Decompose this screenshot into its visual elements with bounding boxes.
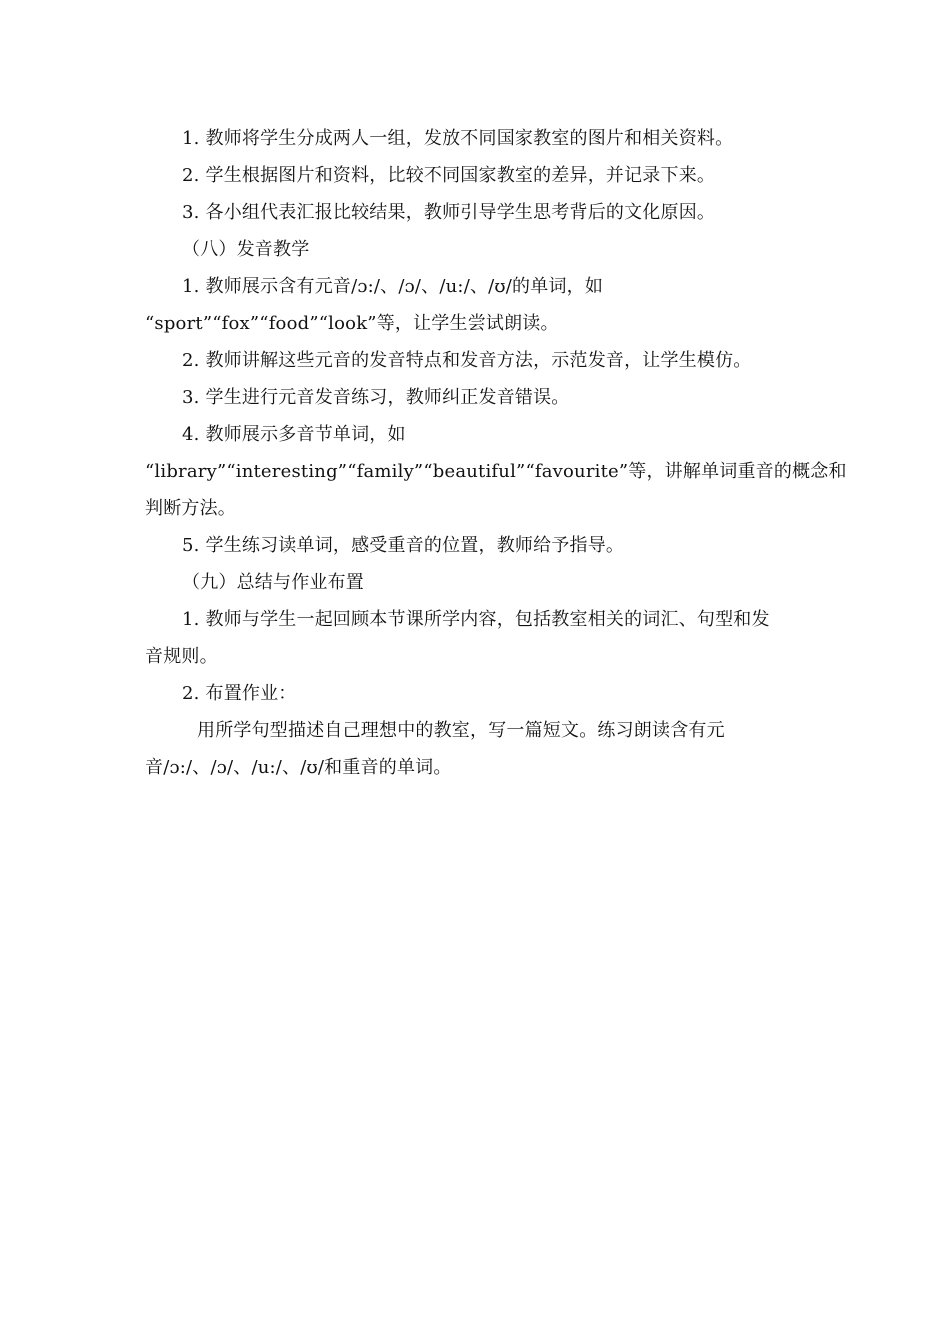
section-heading: （九）总结与作业布置: [182, 572, 364, 593]
paragraph-line: 1. 教师与学生一起回顾本节课所学内容，包括教室相关的词汇、句型和发: [182, 609, 770, 630]
paragraph-line: 3. 各小组代表汇报比较结果，教师引导学生思考背后的文化原因。: [182, 202, 716, 223]
paragraph-line: “library”“interesting”“family”“beautiful”“favourite”等，讲解单词重音的概念和: [145, 461, 847, 482]
paragraph-line: 音/ɔ:/、/ɔ/、/u:/、/ʊ/和重音的单词。: [145, 757, 452, 778]
paragraph-line: 3. 学生进行元音发音练习，教师纠正发音错误。: [182, 387, 570, 408]
paragraph-line: 用所学句型描述自己理想中的教室，写一篇短文。练习朗读含有元: [197, 720, 725, 741]
paragraph-line: 判断方法。: [145, 498, 236, 519]
paragraph-line: 1. 教师将学生分成两人一组，发放不同国家教室的图片和相关资料。: [182, 128, 734, 149]
paragraph-line: “sport”“fox”“food”“look”等，让学生尝试朗读。: [145, 313, 559, 334]
section-heading: （八）发音教学: [182, 239, 310, 260]
paragraph-line: 5. 学生练习读单词，感受重音的位置，教师给予指导。: [182, 535, 625, 556]
document-body: [145, 120, 847, 786]
paragraph-line: 4. 教师展示多音节单词，如: [182, 424, 406, 445]
paragraph-line: 2. 学生根据图片和资料，比较不同国家教室的差异，并记录下来。: [182, 165, 716, 186]
paragraph-line: 2. 教师讲解这些元音的发音特点和发音方法，示范发音，让学生模仿。: [182, 350, 752, 371]
paragraph-line: 音规则。: [145, 646, 218, 667]
paragraph-line: 1. 教师展示含有元音/ɔ:/、/ɔ/、/u:/、/ʊ/的单词，如: [182, 276, 604, 297]
paragraph-line: 2. 布置作业：: [182, 683, 297, 704]
